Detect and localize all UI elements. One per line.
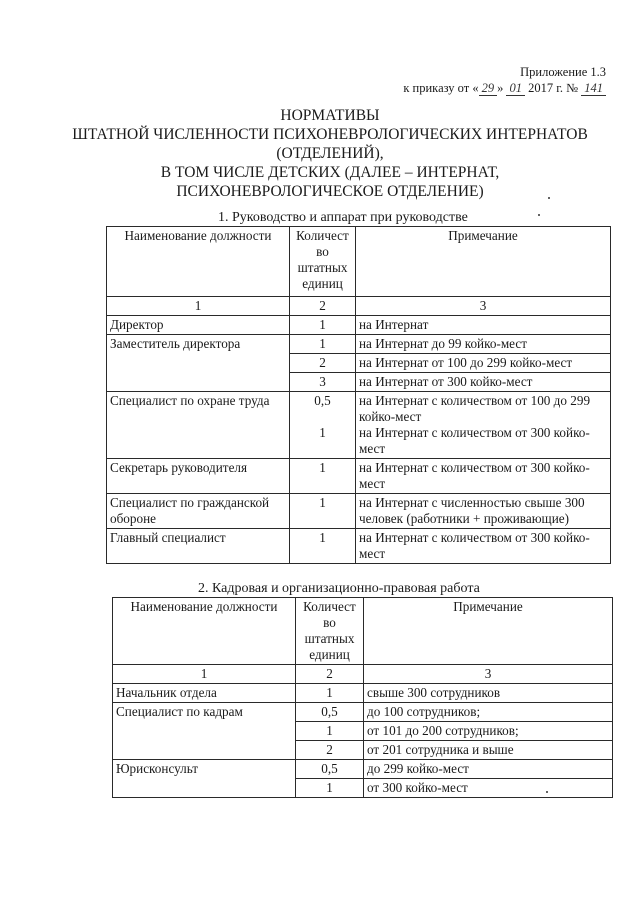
position-qty: 1 xyxy=(296,684,364,703)
table-row xyxy=(107,459,611,494)
position-name: Юрисконсульт xyxy=(113,760,296,798)
position-qty xyxy=(290,392,356,459)
position-qty: 1 xyxy=(296,722,364,741)
position-note: свыше 300 сотрудников xyxy=(364,684,613,703)
header-qty-line: Количест xyxy=(303,599,356,614)
table-number-row xyxy=(107,297,611,316)
position-qty: 1 xyxy=(290,335,356,354)
position-note: на Интернат от 300 койко-мест xyxy=(356,373,611,392)
column-number: 2 xyxy=(296,665,364,684)
section1-title: 1. Руководство и аппарат при руководстве xyxy=(218,210,468,225)
position-note: на Интернат с количеством от 300 койко-мест xyxy=(356,529,611,564)
header-note: Примечание xyxy=(356,227,611,297)
header-qty-line: штатных xyxy=(304,631,355,646)
table-header-row xyxy=(107,227,611,297)
section1-table xyxy=(106,226,611,564)
order-reference xyxy=(403,80,606,96)
scan-speck xyxy=(546,791,548,793)
table-row xyxy=(107,529,611,564)
position-qty: 0,5 xyxy=(296,760,364,779)
column-number: 3 xyxy=(364,665,613,684)
header-qty-line: штатных xyxy=(297,260,348,275)
position-name: Секретарь руководителя xyxy=(107,459,290,494)
position-note: до 299 койко-мест xyxy=(364,760,613,779)
title-line: В ТОМ ЧИСЛЕ ДЕТСКИХ (ДАЛЕЕ – ИНТЕРНАТ, xyxy=(160,164,500,181)
position-note: на Интернат до 99 койко-мест xyxy=(356,335,611,354)
scan-speck xyxy=(538,214,540,216)
position-note: от 201 сотрудника и выше xyxy=(364,741,613,760)
document-title xyxy=(60,106,600,201)
table-row xyxy=(113,684,613,703)
table-row xyxy=(107,494,611,529)
position-qty: 1 xyxy=(290,316,356,335)
note-value: на Интернат с количеством от 100 до 299 койко-мест xyxy=(359,393,591,424)
position-note: на Интернат xyxy=(356,316,611,335)
section2-title: 2. Кадровая и организационно-правовая работа xyxy=(198,581,480,596)
position-note: от 101 до 200 сотрудников; xyxy=(364,722,613,741)
order-number: 141 xyxy=(581,81,606,96)
position-qty: 2 xyxy=(290,354,356,373)
title-line: (ОТДЕЛЕНИЙ), xyxy=(276,145,384,162)
position-note: на Интернат от 100 до 299 койко-мест xyxy=(356,354,611,373)
order-month: 01 xyxy=(506,81,525,96)
column-number: 1 xyxy=(113,665,296,684)
header-qty-line: во xyxy=(323,615,336,630)
table-row xyxy=(113,703,613,722)
header-qty-line: во xyxy=(316,244,329,259)
table-row xyxy=(107,316,611,335)
position-note: на Интернат с количеством от 300 койко-мест xyxy=(356,459,611,494)
header-qty-line: единиц xyxy=(302,276,343,291)
note-value: на Интернат с количеством от 300 койко-мест xyxy=(359,425,590,456)
qty-value: 1 xyxy=(319,425,326,440)
header-note: Примечание xyxy=(364,598,613,665)
position-name: Специалист по гражданской обороне xyxy=(107,494,290,529)
header-qty-line: Количест xyxy=(296,228,349,243)
order-prefix: к приказу от « xyxy=(403,81,479,95)
position-name: Директор xyxy=(107,316,290,335)
position-name: Специалист по охране труда xyxy=(107,392,290,459)
position-name: Главный специалист xyxy=(107,529,290,564)
column-number: 1 xyxy=(107,297,290,316)
table-number-row xyxy=(113,665,613,684)
position-name: Специалист по кадрам xyxy=(113,703,296,760)
position-qty: 0,5 xyxy=(296,703,364,722)
position-qty: 3 xyxy=(290,373,356,392)
position-qty: 1 xyxy=(290,494,356,529)
table-row xyxy=(113,760,613,779)
order-day: 29 xyxy=(479,81,498,96)
position-note: на Интернат с численностью свыше 300 человек (работники + проживающие) xyxy=(356,494,611,529)
title-line: НОРМАТИВЫ xyxy=(280,107,380,124)
order-year: 2017 г. № xyxy=(524,81,582,95)
header-qty-line: единиц xyxy=(309,647,350,662)
title-line: ПСИХОНЕВРОЛОГИЧЕСКОЕ ОТДЕЛЕНИЕ) xyxy=(176,183,484,200)
order-sep: » xyxy=(497,81,507,95)
title-line: ШТАТНОЙ ЧИСЛЕННОСТИ ПСИХОНЕВРОЛОГИЧЕСКИХ ИНТЕРНАТОВ xyxy=(72,126,588,143)
position-qty: 1 xyxy=(290,459,356,494)
position-qty: 1 xyxy=(290,529,356,564)
position-name: Заместитель директора xyxy=(107,335,290,392)
table-row xyxy=(107,392,611,459)
position-qty: 1 xyxy=(296,779,364,798)
position-qty: 2 xyxy=(296,741,364,760)
scan-speck xyxy=(548,197,550,199)
column-number: 2 xyxy=(290,297,356,316)
table-row xyxy=(107,335,611,354)
annex-header xyxy=(403,64,606,96)
header-name: Наименование должности xyxy=(107,227,290,297)
header-qty xyxy=(290,227,356,297)
annex-title: Приложение 1.3 xyxy=(520,65,606,79)
column-number: 3 xyxy=(356,297,611,316)
header-qty xyxy=(296,598,364,665)
position-note xyxy=(356,392,611,459)
section2-table xyxy=(112,597,613,798)
position-note: до 100 сотрудников; xyxy=(364,703,613,722)
position-name: Начальник отдела xyxy=(113,684,296,703)
position-note: от 300 койко-мест xyxy=(364,779,613,798)
header-name: Наименование должности xyxy=(113,598,296,665)
qty-value: 0,5 xyxy=(314,393,331,408)
table-header-row xyxy=(113,598,613,665)
